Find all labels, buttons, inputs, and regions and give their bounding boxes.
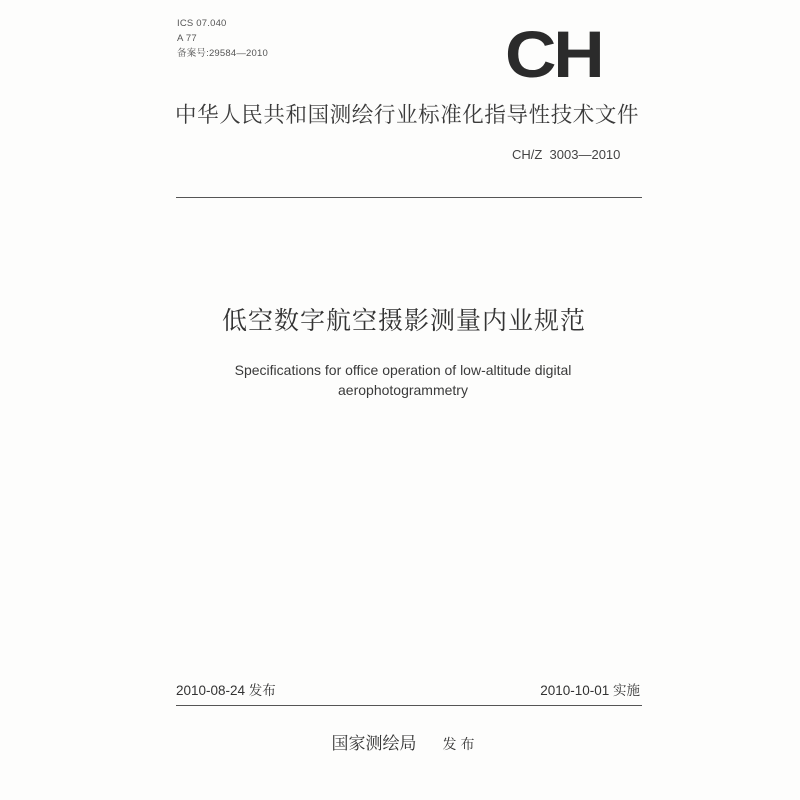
- publisher-line: [0, 732, 800, 757]
- document-title-chinese: 低空数字航空摄影测量内业规范: [221, 306, 586, 335]
- ch-logo: CH: [505, 17, 602, 91]
- footer-divider: [176, 705, 642, 706]
- header-metadata: [177, 16, 268, 61]
- implementation-date: 2010-10-01 实施: [540, 683, 640, 698]
- document-title-english: [0, 360, 800, 400]
- ics-code: ICS 07.040: [177, 18, 227, 29]
- organization-title: 中华人民共和国测绘行业标准化指导性技术文件: [175, 103, 640, 128]
- record-number: 备案号:29584—2010: [177, 48, 268, 59]
- english-title-line-1: Specifications for office operation of low-altitude digital: [234, 362, 572, 378]
- publish-action: 发布: [442, 737, 479, 753]
- classification-code: A 77: [177, 33, 197, 44]
- issue-date: 2010-08-24 发布: [176, 683, 276, 698]
- english-title-line-2: aerophotogrammetry: [338, 382, 468, 398]
- standard-code: CH/Z 3003—2010: [512, 147, 621, 162]
- publisher-name: 国家测绘局: [331, 734, 417, 754]
- header-divider: [176, 197, 642, 198]
